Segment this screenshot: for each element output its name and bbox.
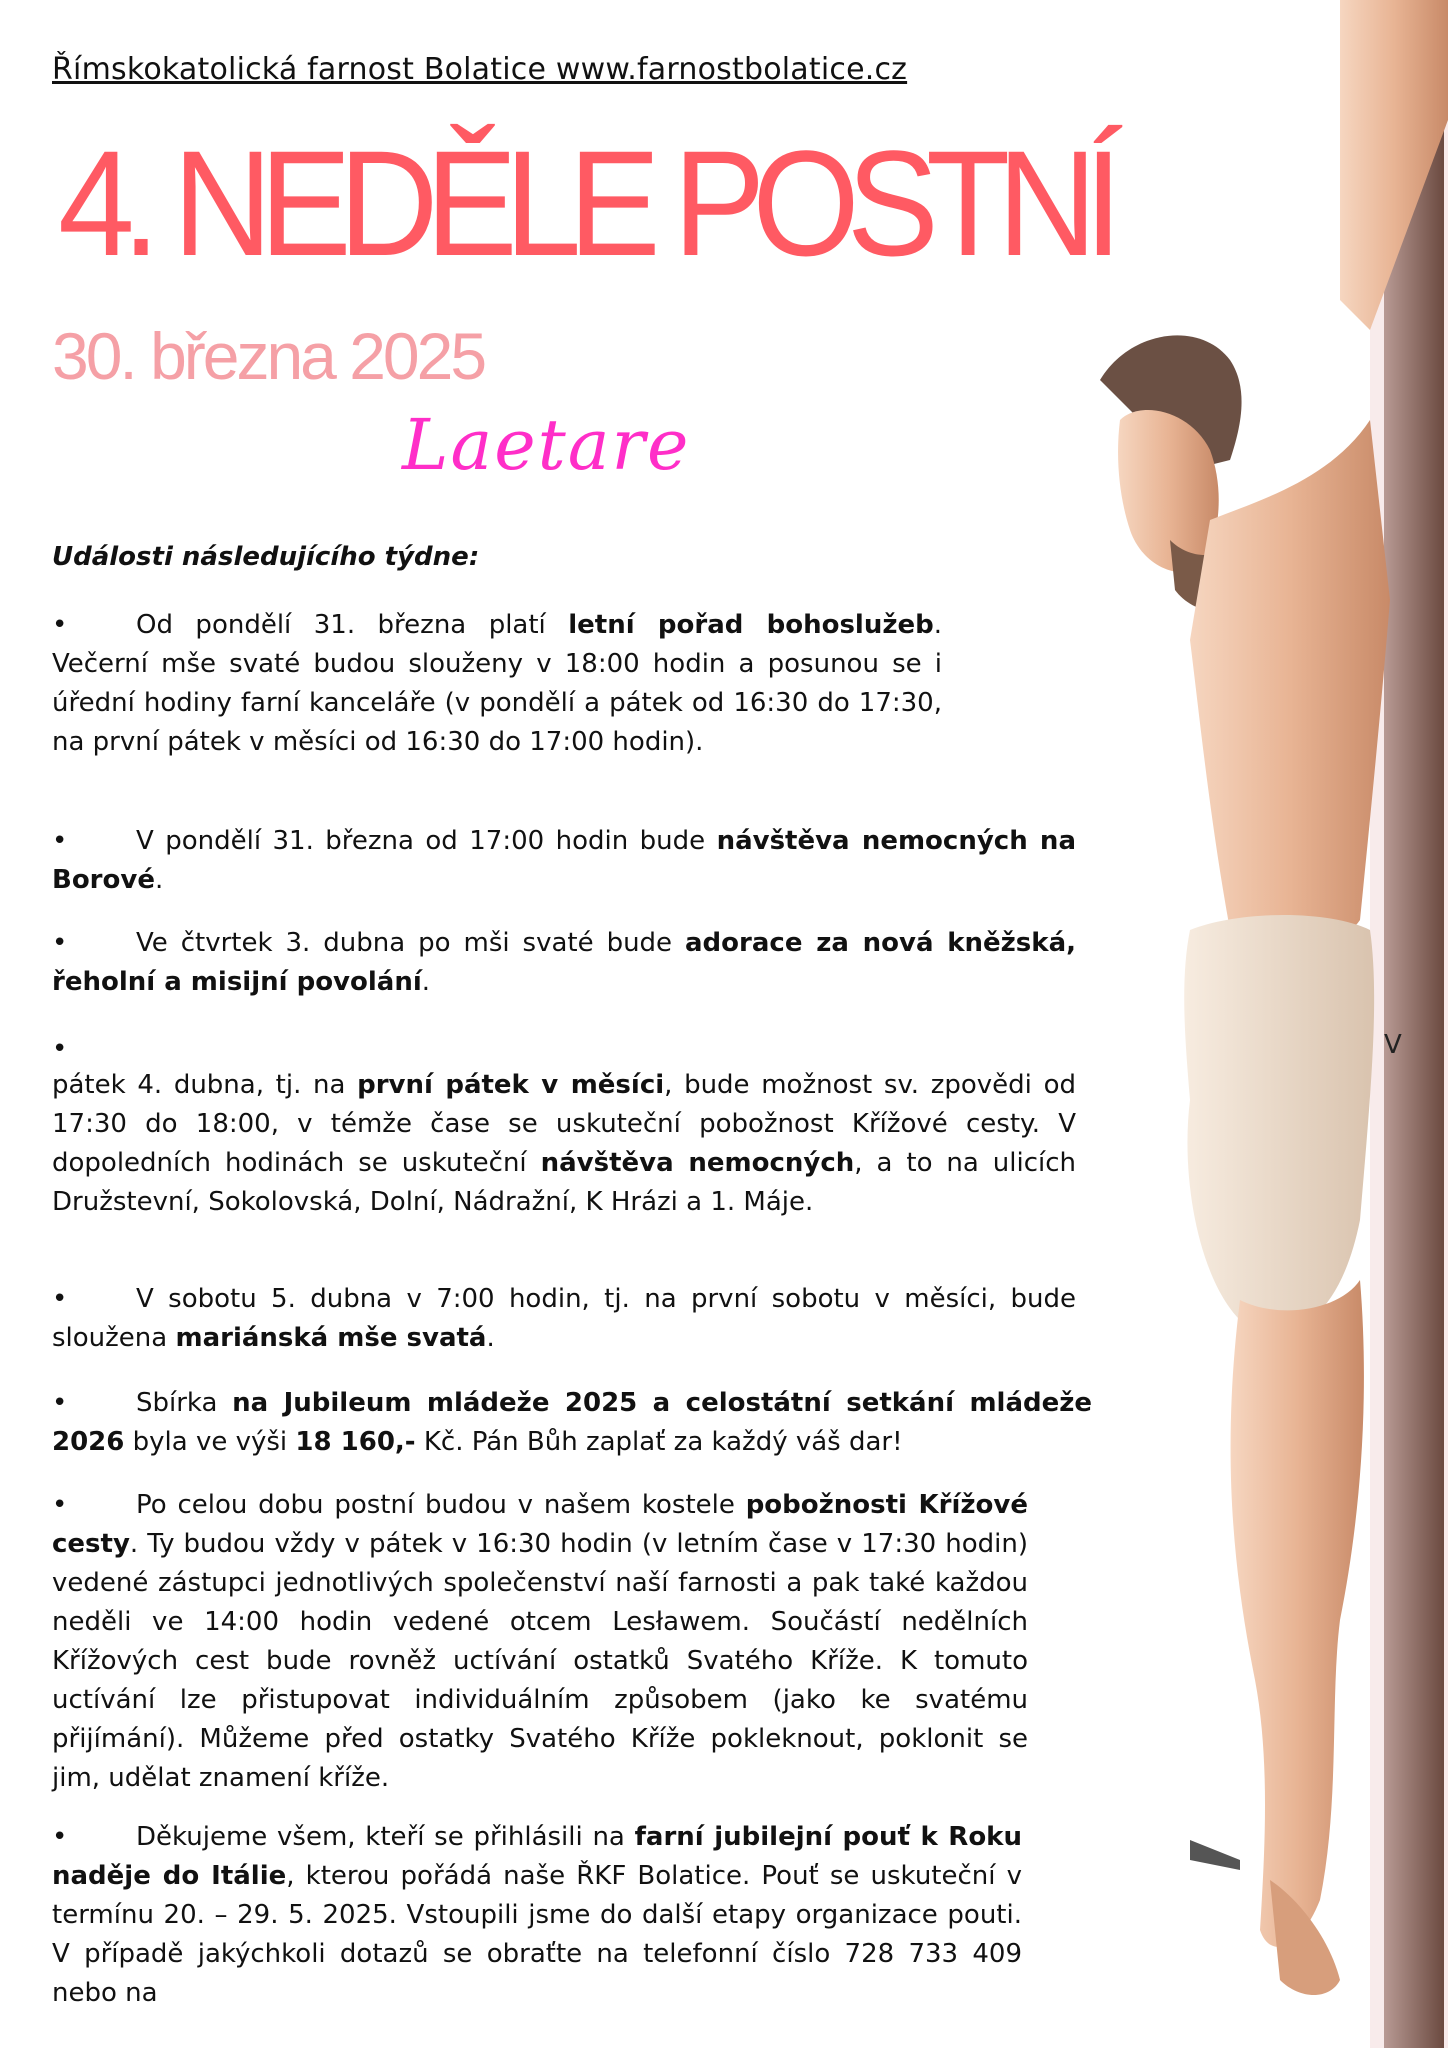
date-heading: 30. března 2025 (52, 319, 485, 393)
bullet-icon: • (52, 1490, 68, 1520)
bullet-icon: • (52, 1822, 68, 1852)
event-item-4: pátek 4. dubna, tj. na první pátek v měsíci, bude možnost sv. zpovědi od 17:30 do 18:00, v témže čase se uskuteční pobožnost Křížové cesty. V dopoledních hodinách se uskuteční návštěva nemocných, a to na ulicích Družstevní, Sokolovská, Dolní, Nádražní, K Hrázi a 1. Máje. (52, 1070, 1076, 1217)
events-heading: Události následujícího týdne: (52, 542, 480, 572)
event-item-5: • V sobotu 5. dubna v 7:00 hodin, tj. na první sobotu v měsíci, bude sloužena mariánská mše svatá. (52, 1280, 1076, 1358)
stray-letter: V (1384, 1030, 1402, 1060)
bullet-icon: • (52, 1284, 68, 1314)
bullet-icon: • (52, 928, 68, 958)
event-item-8: • Děkujeme všem, kteří se přihlásili na farní jubilejní pouť k Roku naděje do Itálie, kterou pořádá naše ŘKF Bolatice. Pouť se uskuteční v termínu 20. – 29. 5. 2025. Vstoupili jsme do další etapy organizace pouti. V případě jakýchkoli dotazů se obraťte na telefonní číslo 728 733 409 nebo na (52, 1818, 1022, 2013)
event-item-6: • Sbírka na Jubileum mládeže 2025 a celostátní setkání mládeže 2026 byla ve výši 18 160,- Kč. Pán Bůh zaplať za každý váš dar! (52, 1384, 1092, 1462)
bullet-icon: • (52, 826, 68, 856)
parish-header: Římskokatolická farnost Bolatice www.farnostbolatice.cz (52, 52, 908, 87)
crucifix-image (1040, 0, 1448, 2048)
page-title: 4. NEDĚLE POSTNÍ (58, 119, 1110, 287)
bullet-icon: • (52, 1388, 68, 1418)
bullet-icon: • (52, 1034, 68, 1064)
event-item-3: • Ve čtvrtek 3. dubna po mši svaté bude adorace za nová kněžská, řeholní a misijní povolání. (52, 924, 1076, 1002)
event-item-2: • V pondělí 31. března od 17:00 hodin bude návštěva nemocných na Borové. (52, 822, 1076, 900)
liturgical-subtitle: Laetare (402, 404, 691, 486)
event-item-4-bullet (52, 1030, 1076, 1069)
event-item-1: • Od pondělí 31. března platí letní pořad bohoslužeb. Večerní mše svaté budou slouženy v 18:00 hodin a posunou se i úřední hodiny farní kanceláře (v pondělí a pátek od 16:30 do 17:30, na první pátek v měsíci od 16:30 do 17:00 hodin). (52, 606, 942, 762)
bullet-icon: • (52, 610, 68, 640)
event-item-7: • Po celou dobu postní budou v našem kostele pobožnosti Křížové cesty. Ty budou vždy v pátek v 16:30 hodin (v letním čase v 17:30 hodin) vedené zástupci jednotlivých společenství naší farnosti a pak také každou neděli ve 14:00 hodin vedené otcem Lesławem. Součástí nedělních Křížových cest bude rovněž uctívání ostatků Svatého Kříže. K tomuto uctívání lze přistupovat individuálním způsobem (jako ke svatému přijímání). Můžeme před ostatky Svatého Kříže pokleknout, poklonit se jim, udělat znamení kříže. (52, 1486, 1028, 1798)
